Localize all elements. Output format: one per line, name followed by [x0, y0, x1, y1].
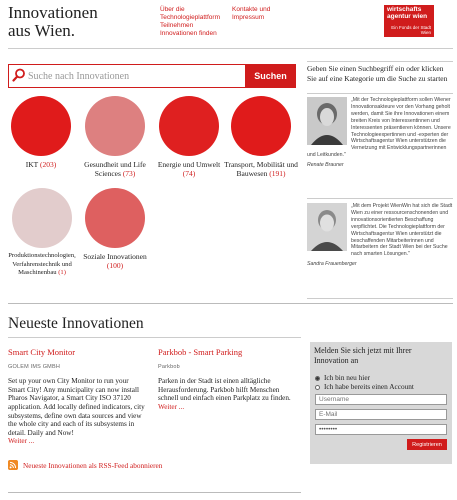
category-label: Produktionstechnologien, Verfahrenstechnik und Maschinenbau	[8, 252, 76, 276]
category-transport[interactable]	[224, 96, 298, 178]
logo-wordmark: wirtschafts agentur wien	[387, 6, 428, 20]
email-field[interactable]	[315, 409, 447, 420]
nav-link-about-2[interactable]: Technologieplattform	[160, 14, 220, 21]
news-item-title[interactable]: Smart City Monitor	[8, 347, 76, 357]
header-divider	[8, 48, 453, 49]
logo-tagline: Ein Fonds der Stadt Wien	[391, 25, 431, 35]
news-item-text: Set up your own City Monitor to run your Smart City! Any municipality can now install Pharos Navigator, a Smart City ISO 37120 application. Add locally defined indicators, city subsystems, define own data sources and view the whole city and each of its subsystems in detail. Daily and Now!	[8, 377, 145, 437]
sidebar-divider-3	[307, 298, 453, 299]
category-circle[interactable]	[85, 188, 145, 248]
news-item-company: Parkbob	[158, 363, 180, 370]
category-produktion[interactable]	[4, 188, 80, 278]
radio-button[interactable]	[315, 385, 320, 390]
sidebar-divider-2	[307, 198, 453, 199]
news-item-text: Parken in der Stadt ist einen alltägliche Herausforderung. Parkbob hilft Menschen schnell und einfach einen Parkplatz zu finden.	[158, 377, 291, 403]
radio-existing-user[interactable]	[315, 382, 414, 391]
radio-button-selected[interactable]	[315, 376, 320, 381]
category-circle[interactable]	[85, 96, 145, 156]
wirtschaftsagentur-logo[interactable]	[384, 5, 434, 37]
radio-label: Ich habe bereits einen Account	[324, 382, 414, 391]
portrait-frauenberger	[307, 203, 347, 251]
testimonial-name: Sandra Frauenberger	[307, 261, 357, 268]
sidebar-top-divider	[307, 61, 453, 62]
rss-label: Neueste Innovationen als RSS-Feed abonnieren	[23, 461, 163, 470]
password-field[interactable]	[315, 424, 447, 435]
category-label: Energie und Umwelt	[157, 160, 221, 169]
category-count: (191)	[269, 169, 286, 178]
nav-link-find-innovations[interactable]: Innovationen finden	[160, 30, 217, 37]
news-item-company: GOLEM IMS GMBH	[8, 363, 60, 370]
category-label: Soziale Innovationen	[83, 252, 147, 261]
nav-link-contact-1[interactable]: Kontakte und	[232, 6, 271, 13]
category-label: Transport, Mobilität und Bauwesen	[224, 160, 298, 178]
category-circle[interactable]	[231, 96, 291, 156]
site-title-line2: aus Wien.	[8, 21, 75, 40]
rss-link[interactable]	[8, 461, 162, 470]
section-divider	[8, 303, 453, 304]
news-item-smart-city	[8, 348, 146, 446]
bottom-divider	[8, 492, 301, 493]
news-item-more-link[interactable]: Weiter ...	[8, 437, 35, 446]
category-count: (73)	[122, 169, 136, 178]
nav-link-participate[interactable]: Teilnehmen	[160, 22, 194, 29]
signup-heading: Melden Sie sich jetzt mit Ihrer Innovation an	[314, 346, 412, 365]
category-gesundheit[interactable]	[78, 96, 152, 178]
testimonial-quote: „Mit der Technologieplattform sollen Wiener Innovationsakteure vor den Vorhang geholt werden, damit Sie ihre Innovationen einem breiten Kreis von Interessentinnen und Interessenten präsentieren können. Unsere Technologieexpertinnen und -experten der Wirtschaftsagentur Wien unterstützen die Vernetzung mit Entwicklungspartnerinnen und Leitkunden."	[307, 97, 451, 159]
rss-icon	[8, 460, 18, 470]
category-soziale[interactable]	[78, 188, 152, 270]
username-field[interactable]	[315, 394, 447, 405]
top-nav-column-1	[160, 6, 220, 38]
site-title-line1: Innovationen	[8, 3, 98, 22]
category-circle[interactable]	[159, 96, 219, 156]
nav-link-contact-2[interactable]: Impressum	[232, 14, 265, 21]
radio-label: Ich bin neu hier	[324, 373, 370, 382]
category-circle[interactable]	[11, 96, 71, 156]
signup-box	[310, 342, 452, 464]
portrait-brauner	[307, 97, 347, 145]
news-item-parkbob	[158, 348, 296, 412]
search-button[interactable]: Suchen	[245, 64, 296, 88]
search-input[interactable]	[28, 66, 243, 86]
search-prompt: Geben Sie einen Suchbegriff ein oder klicken Sie auf eine Kategorie um die Suche zu starten	[307, 64, 448, 83]
register-button[interactable]: Registrieren	[407, 439, 447, 450]
newest-innovations-title: Neueste Innovationen	[8, 315, 144, 332]
category-ikt[interactable]	[4, 96, 78, 169]
category-circle[interactable]	[12, 188, 72, 248]
category-label: IKT	[25, 160, 39, 169]
search-icon	[12, 68, 26, 82]
newest-title-divider	[8, 337, 301, 338]
category-label: Gesundheit und Life Sciences	[84, 160, 146, 178]
category-count: (1)	[58, 269, 66, 276]
category-count: (100)	[106, 261, 124, 270]
category-energie[interactable]	[152, 96, 226, 178]
nav-link-about-1[interactable]: Über die	[160, 6, 185, 13]
category-count: (74)	[182, 169, 196, 178]
category-count: (203)	[40, 160, 57, 169]
radio-new-user[interactable]	[315, 373, 370, 382]
top-nav-column-2	[232, 6, 270, 22]
news-item-title[interactable]: Parkbob - Smart Parking	[158, 347, 243, 357]
testimonial-quote: „Mit dem Projekt WienWin hat sich die Stadt Wien zu einer ressourcenschonenden und innovationsorientierten Beschaffung verpflichtet. Die Technologieplattform der Wirtschaftsagentur Wien unterstützt die beschaffenden Mitarbeiterinnen und Mitarbeitern der Stadt Wien bei der Suche nach smarten Lösungen."	[351, 203, 453, 258]
sidebar-divider-1	[307, 93, 453, 94]
testimonial-brauner	[307, 97, 453, 169]
news-item-more-link[interactable]: Weiter ...	[158, 402, 185, 411]
testimonial-frauenberger	[307, 203, 453, 268]
site-title[interactable]	[8, 4, 98, 40]
testimonial-name: Renate Brauner	[307, 162, 344, 169]
